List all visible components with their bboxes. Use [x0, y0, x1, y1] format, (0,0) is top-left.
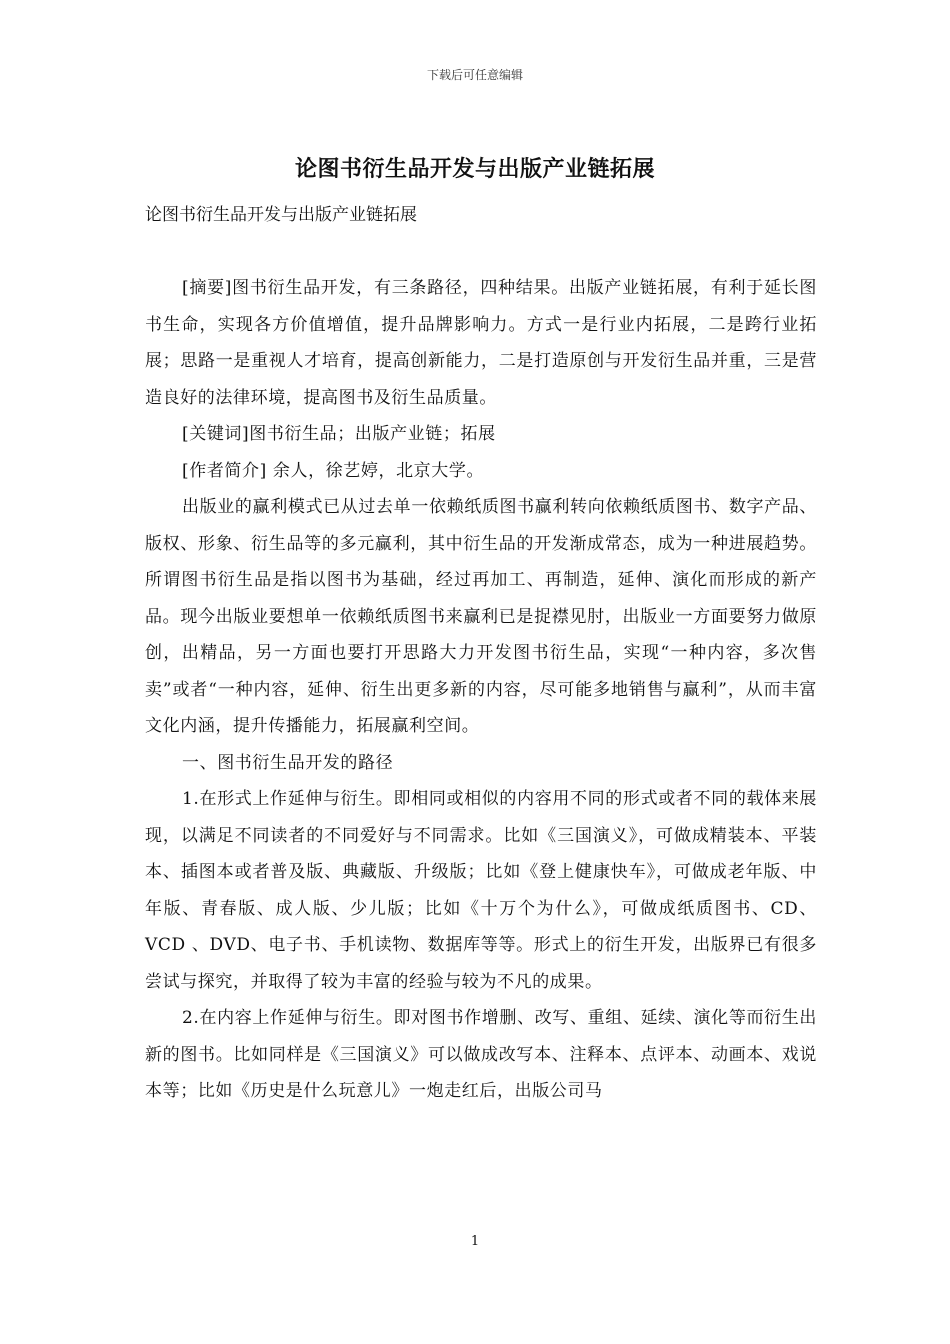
- abstract-paragraph: [摘要]图书衍生品开发，有三条路径，四种结果。出版产业链拓展，有利于延长图书生命，实现各方价值增值，提升品牌影响力。方式一是行业内拓展，二是跨行业拓展；思路一是重视人才培育，提高创新能力，二是打造原创与开发衍生品并重，三是营造良好的法律环境，提高图书及衍生品质量。: [145, 278, 817, 408]
- header-note: 下载后可任意编辑: [426, 68, 523, 82]
- page-number: 1: [470, 1234, 480, 1249]
- keywords-paragraph: [关键词]图书衍生品；出版产业链；拓展: [182, 424, 496, 444]
- body-paragraph: 2.在内容上作延伸与衍生。即对图书作增删、改写、重组、延续、演化等而衍生出新的图书。比如同样是《三国演义》可以做成改写本、注释本、点评本、动画本、戏说本等；比如《历史是什么玩意儿》一炮走红后，出版公司马: [145, 1008, 817, 1101]
- intro-paragraph: 出版业的赢利模式已从过去单一依赖纸质图书赢利转向依赖纸质图书、数字产品、版权、形象、衍生品等的多元赢利，其中衍生品的开发渐成常态，成为一种进展趋势。所谓图书衍生品是指以图书为基础，经过再加工、再制造，延伸、演化而形成的新产品。现今出版业要想单一依赖纸质图书来赢利已是捉襟见肘，出版业一方面要努力做原创，出精品，另一方面也要打开思路大力开发图书衍生品，实现“一种内容，多次售卖”或者“一种内容，延伸、衍生出更多新的内容，尽可能多地销售与赢利”，从而丰富文化内涵，提升传播能力，拓展赢利空间。: [145, 497, 817, 736]
- section-heading: 一、图书衍生品开发的路径: [182, 752, 394, 773]
- document-subtitle: 论图书衍生品开发与出版产业链拓展: [145, 205, 417, 225]
- body-paragraph: 1.在形式上作延伸与衍生。即相同或相似的内容用不同的形式或者不同的载体来展现，以满足不同读者的不同爱好与不同需求。比如《三国演义》，可做成精装本、平装本、插图本或者普及版、典藏版、升级版；比如《登上健康快车》，可做成老年版、中年版、青春版、成人版、少儿版；比如《十万个为什么》，可做成纸质图书、CD、VCD 、DVD、电子书、手机读物、数据库等等。形式上的衍生开发，出版界已有很多尝试与探究，并取得了较为丰富的经验与较为不凡的成果。: [145, 789, 817, 992]
- author-paragraph: [作者简介] 余人，徐艺婷，北京大学。: [182, 460, 485, 481]
- document-body: [145, 270, 817, 1110]
- document-title: 论图书衍生品开发与出版产业链拓展: [294, 156, 655, 182]
